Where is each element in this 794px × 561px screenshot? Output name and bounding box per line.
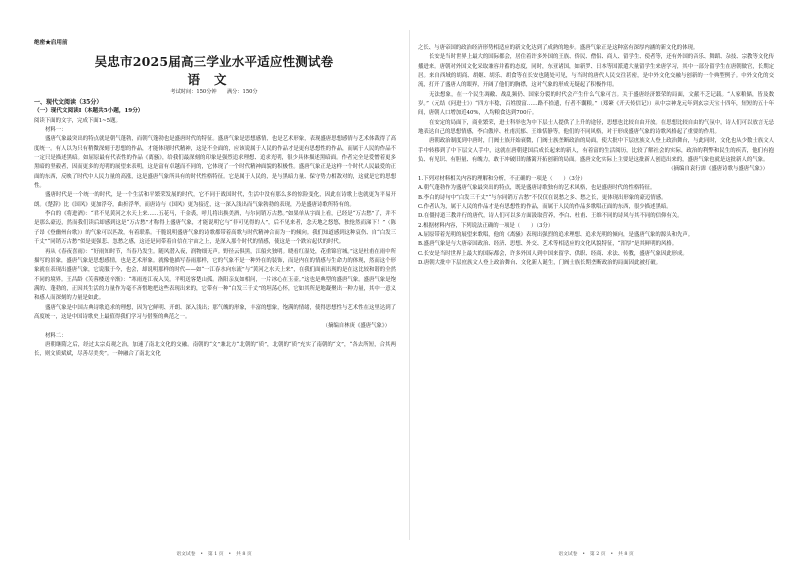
material1-paragraph: 盛唐时代是一个统一的时代，是一个生活和平繁荣发展的时代，它不同于战国时代，生活中没有那么多的惊险变化，因此在诗歌上也就更为平易开朗。《楚辞》比《国风》更加浮夸，曲折浮华，而唐诗与《国风》更为接近，这一深入浅出而气象勃勃的表现，乃是盛唐诗歌所特有的。	[34, 192, 396, 208]
exam-title: 吴忠市2025届高三学业水平适应性测试卷	[94, 54, 334, 69]
exam-info: 考试时间：150分钟 满分：150分	[170, 89, 258, 95]
material2-paragraph: 长安是当时世界上最大的国际都会，居住着许多外国的王族、侨民、僧侣、商人、留学生、使者等，还有外国的音乐、舞蹈、杂技、宗教等文化传播进来。唐朝对外国文化采取兼容并蓄的态度，同时，东亚诸国，如新罗、日本等国派遣大量留学生来唐学习，其中一部分留学生在唐朝做官，长期定居。来自西域的胡商、胡姬、胡乐、胡食等在长安也随处可见，与当时的唐代人民交往甚密，是中外文化交融与创新的一个典型例子。中外文化的交流，打开了盛唐人的眼界，开阔了他们的胸襟，这对气象的形成无疑起了积极作用。	[418, 54, 774, 89]
material1-paragraph: 盛唐气象最突出的特点就是朝气蓬勃，而朝气蓬勃也是盛唐时代的特征。盛唐气象是思想感情，也是艺术形象，表现盛唐思想感情与艺术体裁得了高度统一。有人以为只有稍微深刻于思想的作品，才能体现时代精神，这是不全面的，应该说属于人民的作品才是更有思想性的作品，而属于人民的作品不一定只是描述黑暗。如屈原最有代表性的作品《离骚》，给我们最深刻的印象是强烈追求理想、追求光明，很少具体描述黑暗面。作者完全是爱憎着更多黑暗的坚毅者，因而更多的光明的展望来表明，这是富有卓越而不同的，它体现了一个时代精神面貌的积极性。盛唐气象正是这样一个时代人民最爱的正面的东西，反映了时代中人民力量的高涨，这是盛唐气象所具有的时代性格特征。它是属于人民的，是与黑暗力量、保守势力相敌对的，这就是它的思想性。	[34, 136, 396, 190]
material1-paragraph: 李白的《将进酒》：“君不见黄河之水天上来……五花马，千金裘，呼儿将出换美酒，与尔同销万古愁。”如果单从字面上看，已经是“万古愁”了，并不是那么豪迈，然而我们读后却感到这是“万古愁”才称得上盛唐气象，才能说明它与“非可见得的人”，后不见来者，念天地之悠悠，独怆然而涕下！”（陈子昂《登幽州台歌》）的气象可以匹敌，有着联系。干脆说明盛唐气象的诗歌都带着高歌与时代精神合而为一的倾向。我们知道感到这种哀伤、自“白发三千丈”“同销万古愁”似是更强悲、忽愁之感，这还是同带着自信在宇宙之上，是深入那个时代的情感，使这是一个跌宕起伏的时代。	[34, 211, 396, 246]
question-1: 1.下列对材料相关内容的理解和分析，不正确的一项是（ ）（3分）	[418, 175, 586, 182]
material2-source: （摘编自袁行霈《盛唐诗歌与盛唐气象》）	[668, 166, 768, 173]
q1-option-a: A.朝气蓬勃作为盛唐气象最突出的特点，既是盛唐诗歌独有的艺术风格，也是盛唐时代的性格特征。	[418, 185, 656, 192]
q1-option-d: D.在僵持道三教并行的唐代，诗人们可以多方面汲取营养，李白、杜甫、王维不同的诗风与其不同的信仰有关。	[418, 213, 683, 220]
section-heading: 一、现代文阅读（35分）	[34, 99, 103, 106]
q2-option-d: D.唐朝大批中下层庶族文人登上政治舞台、文化新人诞生，门阀士族长期垄断政治的局面因此被打破。	[418, 259, 662, 266]
secret-mark: 绝密★启用前	[34, 40, 68, 46]
page-divider	[409, 30, 410, 540]
left-page-footer: 语文试卷 • 第 1 页 • 共 8 页	[176, 552, 252, 557]
left-body	[34, 98, 396, 360]
left-page	[28, 0, 400, 561]
material2-paragraph: 在安定的局面下，商业繁荣，进士科举也为中下层士人提供了上升的途径，思想也比较自由开放。在思想比较自由的气氛中，诗人们可以放言无忌地表达自己的思想情感，李白傲岸、杜甫沉郁、王维恬静等，他们的不同风格，对于形成盛唐气象的诗歌风格起了重要的作用。	[418, 119, 774, 136]
material1-paragraph: 再从《春夜喜雨》：“好雨知时节，当春乃发生。随风潜入夜，润物细无声。野径云俱黑，江船火独明。晓看红湿处，花重锦官城。”这是杜甫在雨中所描写的景象，盛唐气象是思想感情，也是艺术形象。就像他描写春雨那样，它的气象不是一种外在的装饰，而是内在的情感与生命力的体现，然而这个形象就在表现出盛唐气象，它说服于今，也会，却说明那样的时代——如“一江春水向东流”与“黄河之水天上来”，在我们面前出现的是在这比较和谐的全然不同的境界。王昌龄《芙蓉楼送辛渐》：“寒雨连江夜入吴，平明送客楚山孤。洛阳亲友如相问，一片冰心在玉壶。”这也是典型的盛唐气象。盛唐气象是饱满的、蓬勃的，正因其生活的力量作为毫不吝惜地把这些表现出来的，它带有一种“白发三千丈”的坦荡心怀，它如其所是地凝聚出一种力量，其中一意义和感人而深刻的力量是如此。	[34, 248, 396, 302]
material2-paragraph: 唐朝政治制度到中唐时，门阀士族开始衰微，门阀士族垄断政治的局面，使大批中下层庶族文人登上政治舞台，与此同时，文化也从少数士族文人手中转移到了中下层文人手中，这就在唐朝建国后成长起来的新人，有着富的生活阅历，比较了解社会的实际，政治的利弊和民生的疾苦，他们有抱负、有见识、有胆量、有魄力，敢于冲破旧的藩篱开拓创新的局面。盛唐文化实际上主要是这批新人创造出来的，盛唐气象也就是这批新人的气象。	[418, 138, 774, 164]
material2-paragraph: 唐朝继隋之后，经过太宗贞观之治，加速了南北文化的交融。南朝的“文”兼北方“北朝的“质”，北朝的“质”充实了南朝的“文”，“各去所短，合其两长，则文质斌斌，尽善尽美矣”。一种融合了南北文化	[34, 341, 396, 358]
subject-title: 语文	[187, 72, 241, 87]
right-body	[418, 44, 774, 268]
q1-option-c: C.作者认为，属于人民的作品才是有思想性的作品，而属于人民的作品多歌唱正面的东西，很少描述黑暗。	[418, 203, 672, 210]
material1-label: 材料一：	[45, 127, 67, 134]
q2-option-c: C.长安是当时世界上最大的国际都会，许多外国人到中国来留学、供职、经商、求法、传教，盛唐气象因此形成。	[418, 250, 688, 257]
sub-section-heading: （一）现代文阅读Ⅰ（本题共5小题，19分）	[34, 108, 144, 115]
material1-paragraph: 盛唐气象是中国古典诗歌追求的理想，因为它鲜明、开朗、深入浅出；那气魄的形象，丰富的想象，饱满的情绪，使得思想性与艺术性在这里达到了高度统一，这是中国诗歌史上最值得我们学习与借鉴的典范之一。	[34, 304, 396, 320]
material1-source: （摘编自林庚《盛唐气象》）	[322, 323, 390, 330]
material2-label: 材料二：	[45, 332, 67, 339]
q1-option-b: B.李白的诗句中“白发三千丈”“与尔同销万古愁”不仅仅在说愁之多、愁之长，更体现出形象的豪迈情感。	[418, 194, 667, 201]
reading-instruction: 阅读下面的文字，完成下面1~5题。	[34, 117, 121, 124]
question-2: 2.根据材料内容，下列说法正确的一项是（ ）（3分）	[418, 222, 554, 229]
right-page	[418, 0, 774, 561]
q2-option-a: A.屈原带着光明的展望来歌唱，他的《离骚》表现出强烈的追求理想、追求光明的倾向，是盛唐气象的源头和先声。	[418, 231, 694, 238]
right-page-footer: 语文试卷 • 第 2 页 • 共 8 页	[558, 552, 634, 557]
material2-paragraph: 无法想象，在一个民生凋敝、战乱频仍、国家分裂的时代会产生什么气象可言。关于盛唐经济繁荣的局面，文献不乏记载。“人家粮储，皆及数岁。”（元结《问进士》）“四方丰稔，百姓殷富……路不拾遗，行者不囊粮。”（郑綮《开天传信记》）从中宗神龙元年到玄宗天宝十四年，短短的五十年间，唐朝人口增加近40%，人均粮食达到700斤。	[418, 91, 774, 117]
q2-option-b: B.盛唐气象是与大唐帝国政治、经济、思想、外交、艺术等相适应的文化风貌特征，“浑厚”是其鲜明的风格。	[418, 241, 678, 248]
material2-continued: 之长、与唐帝国的政治经济形势相适应的新文化达到了成熟的地步。盛唐气象正是这种富有深厚内涵的新文化的体现。	[418, 45, 699, 51]
